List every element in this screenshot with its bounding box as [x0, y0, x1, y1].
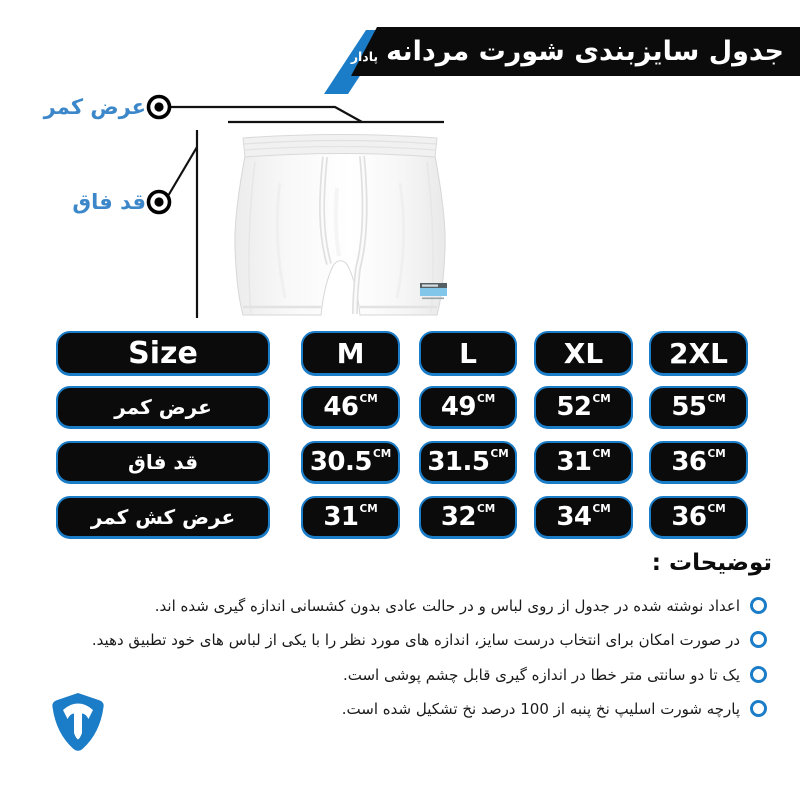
cell-waist-2xl: 55 CM [649, 386, 748, 428]
crotch-length-label: قد فاق [72, 190, 146, 214]
notes-list [30, 593, 767, 730]
table-header-size: Size [56, 331, 270, 375]
cell-crotch-xl: 31 CM [534, 441, 633, 483]
brand-logo-shield-icon [50, 692, 106, 754]
cell-crotch-m: 30.5 CM [301, 441, 400, 483]
cell-band-xl: 34 CM [534, 496, 633, 538]
cell-band-2xl: 36 CM [649, 496, 748, 538]
note-item: اعداد نوشته شده در جدول از روی لباس و در حالت عادی بدون کشسانی اندازه گیری شده اند. [30, 593, 767, 619]
page-subtitle: پادار نخ پنبه [305, 49, 379, 64]
note-item: پارچه شورت اسلیپ نخ پنبه از 100 درصد نخ تشکیل شده است. [30, 696, 767, 722]
note-bullet-icon [750, 700, 767, 717]
page-title: جدول سایزبندی شورت مردانه [386, 36, 784, 67]
note-item: در صورت امکان برای انتخاب درست سایز، اندازه های مورد نظر را با یکی از لباس های خود تطبیق دهید. [30, 627, 767, 653]
cell-band-l: 32 CM [419, 496, 517, 538]
table-header-m: M [301, 331, 400, 375]
cell-waist-l: 49 CM [419, 386, 517, 428]
note-bullet-icon [750, 597, 767, 614]
row-label-crotch-length: قد فاق [56, 441, 270, 483]
cell-crotch-2xl: 36 CM [649, 441, 748, 483]
note-bullet-icon [750, 666, 767, 683]
table-header-2xl: 2XL [649, 331, 748, 375]
note-bullet-icon [750, 631, 767, 648]
table-header-l: L [419, 331, 517, 375]
row-label-waistband-width: عرض کش کمر [56, 496, 270, 538]
cell-waist-m: 46 CM [301, 386, 400, 428]
table-header-xl: XL [534, 331, 633, 375]
shorts-image [225, 128, 455, 325]
cell-waist-xl: 52 CM [534, 386, 633, 428]
row-label-waist-width: عرض کمر [56, 386, 270, 428]
cell-band-m: 31 CM [301, 496, 400, 538]
header [305, 27, 784, 76]
notes-heading: توضیحات : [651, 550, 772, 576]
cell-crotch-l: 31.5 CM [419, 441, 517, 483]
note-item: یک تا دو سانتی متر خطا در اندازه گیری قابل چشم پوشی است. [30, 662, 767, 688]
waist-width-label: عرض کمر [43, 95, 146, 119]
